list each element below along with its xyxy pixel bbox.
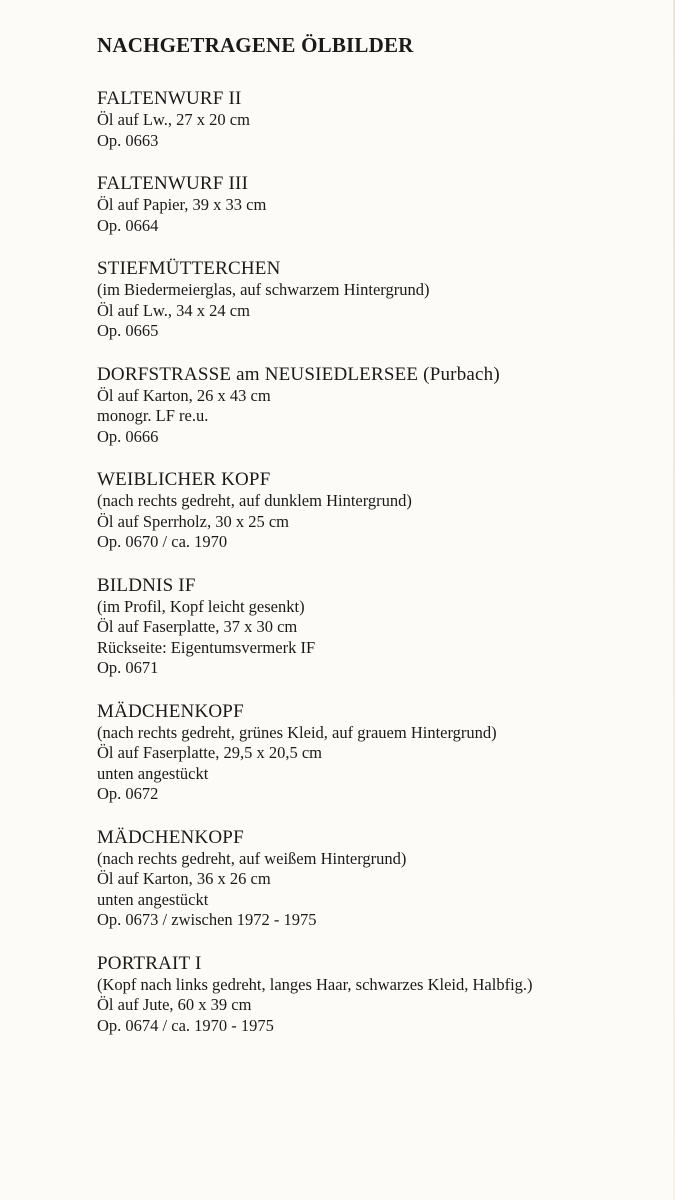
entry-medium: Öl auf Lw., 27 x 20 cm xyxy=(97,110,250,129)
entry-title: BILDNIS IF xyxy=(97,574,196,596)
entry-description: (nach rechts gedreht, auf dunklem Hintergrund) xyxy=(97,491,412,510)
entry-opus: Op. 0665 xyxy=(97,321,159,340)
catalog-entry xyxy=(97,364,675,448)
entry-opus: Op. 0672 xyxy=(97,784,159,803)
catalog-entry xyxy=(97,258,675,342)
entry-opus: Op. 0674 / ca. 1970 - 1975 xyxy=(97,1015,274,1035)
catalog-entry xyxy=(97,953,675,1037)
entry-medium: Öl auf Karton, 36 x 26 cm xyxy=(97,869,271,888)
catalog-entry xyxy=(97,827,675,931)
entry-title: PORTRAIT I xyxy=(97,952,202,974)
page-title: NACHGETRAGENE ÖLBILDER xyxy=(97,33,414,57)
catalog-entry xyxy=(97,173,675,236)
entry-title: STIEFMÜTTERCHEN xyxy=(97,258,281,279)
entry-title: MÄDCHENKOPF xyxy=(97,700,244,722)
entry-title: FALTENWURF III xyxy=(97,173,249,194)
entry-medium: Öl auf Faserplatte, 29,5 x 20,5 cm xyxy=(97,743,322,762)
entry-opus: Op. 0666 xyxy=(97,426,159,446)
entry-title: FALTENWURF II xyxy=(97,88,242,109)
entry-description: (nach rechts gedreht, grünes Kleid, auf grauem Hintergrund) xyxy=(97,722,497,742)
entry-title: DORFSTRASSE am NEUSIEDLERSEE (Purbach) xyxy=(97,363,500,385)
catalog-entry xyxy=(97,88,675,151)
entry-description: (im Biedermeierglas, auf schwarzem Hintergrund) xyxy=(97,280,430,299)
entry-opus: Op. 0670 / ca. 1970 xyxy=(97,532,228,551)
entry-medium: Öl auf Sperrholz, 30 x 25 cm xyxy=(97,511,289,531)
entry-note: monogr. LF re.u. xyxy=(97,406,209,425)
entry-medium: Öl auf Karton, 26 x 43 cm xyxy=(97,385,271,405)
entry-medium: Öl auf Jute, 60 x 39 cm xyxy=(97,995,252,1014)
entry-opus: Op. 0663 xyxy=(97,130,159,150)
entry-note: unten angestückt xyxy=(97,763,209,783)
entry-note: Rückseite: Eigentumsvermerk IF xyxy=(97,637,316,657)
entry-note: unten angestückt xyxy=(97,889,209,909)
catalog-entry xyxy=(97,575,675,679)
entry-description: (im Profil, Kopf leicht gesenkt) xyxy=(97,596,305,616)
entry-description: (Kopf nach links gedreht, langes Haar, schwarzes Kleid, Halbfig.) xyxy=(97,974,533,994)
entry-opus: Op. 0671 xyxy=(97,658,159,677)
entry-medium: Öl auf Lw., 34 x 24 cm xyxy=(97,300,250,320)
entry-medium: Öl auf Faserplatte, 37 x 30 cm xyxy=(97,617,298,636)
catalog-entry xyxy=(97,701,675,805)
entry-title: WEIBLICHER KOPF xyxy=(97,469,271,490)
entry-title: MÄDCHENKOPF xyxy=(97,826,244,848)
entry-opus: Op. 0673 / zwischen 1972 - 1975 xyxy=(97,910,317,929)
entry-medium: Öl auf Papier, 39 x 33 cm xyxy=(97,195,267,214)
entry-opus: Op. 0664 xyxy=(97,215,159,235)
entry-description: (nach rechts gedreht, auf weißem Hintergrund) xyxy=(97,848,407,868)
catalog-entry xyxy=(97,469,675,553)
